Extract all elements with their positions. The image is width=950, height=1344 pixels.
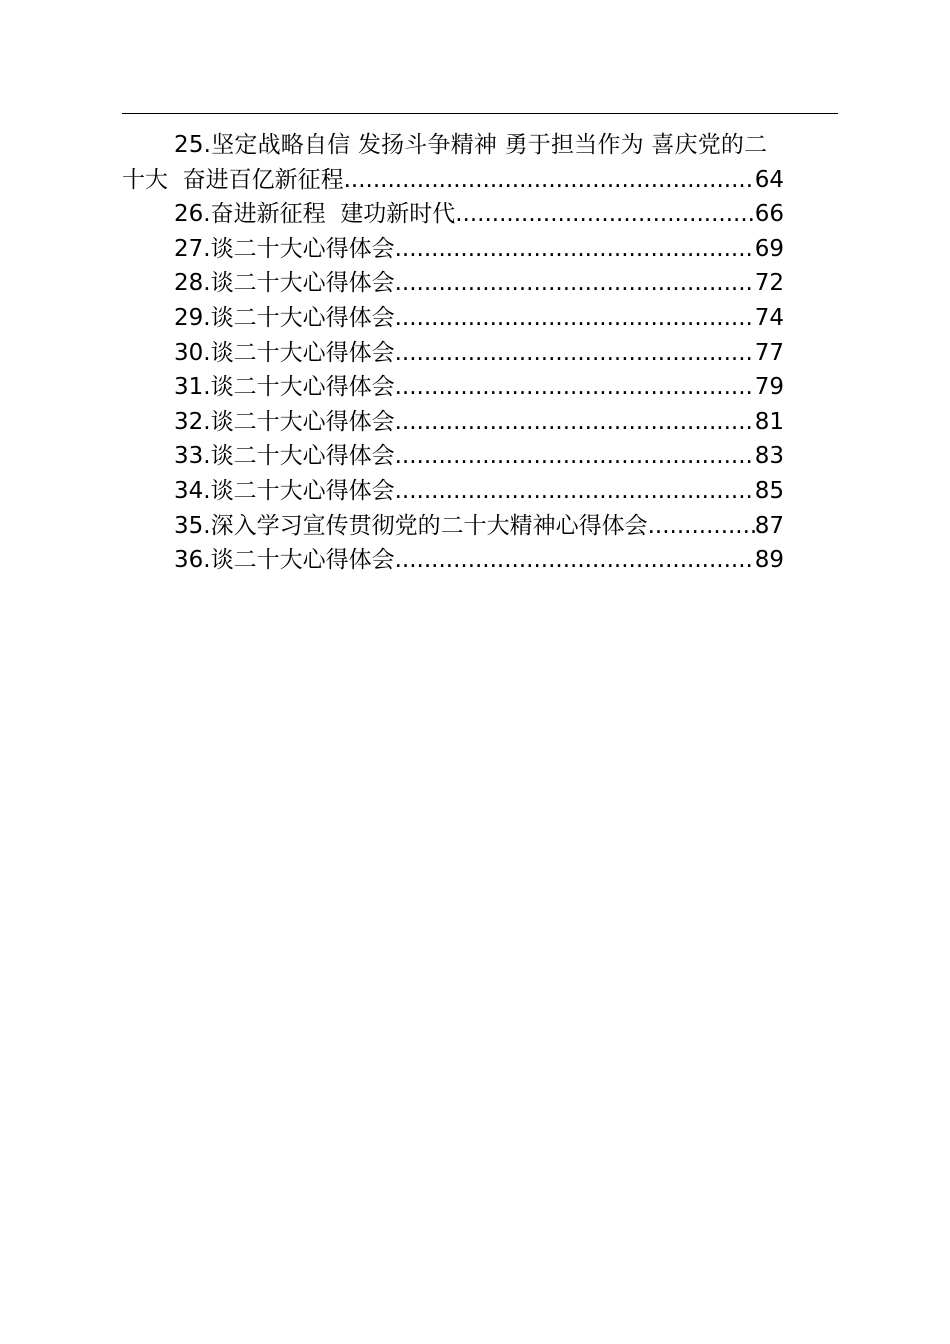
toc-dot-leader bbox=[395, 405, 755, 440]
toc-page-number: 72 bbox=[754, 270, 784, 297]
toc-dot-leader bbox=[395, 336, 755, 371]
toc-page-number: 64 bbox=[754, 166, 784, 193]
toc-page-number: 87 bbox=[754, 512, 784, 539]
toc-entry-number: 34. bbox=[174, 477, 211, 504]
toc-entry-28[interactable] bbox=[174, 266, 784, 301]
toc-entry-35[interactable] bbox=[174, 509, 784, 544]
toc-entry-33[interactable] bbox=[174, 439, 784, 474]
toc-entry-title: 谈二十大心得体会 bbox=[210, 304, 395, 331]
toc-entry-number: 30. bbox=[174, 339, 211, 366]
toc-page-number: 79 bbox=[754, 374, 784, 401]
toc-entry-31[interactable] bbox=[174, 370, 784, 405]
toc-page-number: 81 bbox=[754, 408, 784, 435]
toc-entry-25-line2 bbox=[122, 163, 784, 198]
toc-dot-leader bbox=[395, 301, 755, 336]
toc-entry-title: 谈二十大心得体会 bbox=[210, 477, 395, 504]
toc-dot-leader bbox=[648, 509, 755, 544]
toc-entry-26[interactable] bbox=[174, 197, 784, 232]
toc-entry-title: 深入学习宣传贯彻党的二十大精神心得体会 bbox=[210, 512, 648, 539]
toc-page-number: 83 bbox=[754, 443, 784, 470]
toc-entry-32[interactable] bbox=[174, 405, 784, 440]
toc-page-number: 66 bbox=[754, 201, 784, 228]
toc-entry-number: 36. bbox=[174, 547, 211, 574]
toc-entry-number: 25. bbox=[174, 132, 212, 158]
toc-page-number: 89 bbox=[754, 547, 784, 574]
toc-entry-25-line1 bbox=[122, 128, 838, 163]
toc-dot-leader bbox=[455, 197, 755, 232]
toc-entry-title: 谈二十大心得体会 bbox=[210, 270, 395, 297]
toc-dot-leader bbox=[395, 232, 755, 267]
toc-entry-number: 35. bbox=[174, 512, 211, 539]
toc-dot-leader bbox=[395, 439, 755, 474]
toc-entry-number: 33. bbox=[174, 443, 211, 470]
toc-page-number: 85 bbox=[754, 477, 784, 504]
toc-entry-title: 谈二十大心得体会 bbox=[210, 408, 395, 435]
toc-entry-34[interactable] bbox=[174, 474, 784, 509]
toc-entry-36[interactable] bbox=[174, 543, 784, 578]
toc-dot-leader bbox=[344, 163, 755, 198]
toc-dot-leader bbox=[395, 370, 755, 405]
toc-entry-title: 谈二十大心得体会 bbox=[210, 443, 395, 470]
toc-entry-title: 奋进新征程 建功新时代 bbox=[210, 201, 456, 228]
toc-entry-number: 28. bbox=[174, 270, 211, 297]
toc-entry-title: 谈二十大心得体会 bbox=[210, 339, 395, 366]
header-rule bbox=[122, 113, 838, 114]
toc-entry-30[interactable] bbox=[174, 336, 784, 371]
toc-entry-number: 27. bbox=[174, 235, 211, 262]
toc-entry-number: 31. bbox=[174, 374, 211, 401]
toc-entry-title: 坚定战略自信 发扬斗争精神 勇于担当作为 喜庆党的二 bbox=[211, 132, 768, 158]
toc-entry-number: 32. bbox=[174, 408, 211, 435]
toc-page-number: 74 bbox=[754, 304, 784, 331]
toc-dot-leader bbox=[395, 543, 755, 578]
toc-entry-29[interactable] bbox=[174, 301, 784, 336]
toc-entry-title: 谈二十大心得体会 bbox=[210, 374, 395, 401]
toc-entry-27[interactable] bbox=[174, 232, 784, 267]
toc-entry-25[interactable] bbox=[122, 128, 838, 197]
toc-page-number: 69 bbox=[754, 235, 784, 262]
toc-entry-title: 谈二十大心得体会 bbox=[210, 235, 395, 262]
toc-entry-number: 26. bbox=[174, 201, 211, 228]
toc-dot-leader bbox=[395, 474, 755, 509]
toc-entry-title: 谈二十大心得体会 bbox=[210, 547, 395, 574]
toc-page-number: 77 bbox=[754, 339, 784, 366]
table-of-contents bbox=[122, 128, 838, 578]
toc-entry-number: 29. bbox=[174, 304, 211, 331]
toc-entry-title-continued: 十大 奋进百亿新征程 bbox=[122, 166, 344, 193]
toc-dot-leader bbox=[395, 266, 755, 301]
